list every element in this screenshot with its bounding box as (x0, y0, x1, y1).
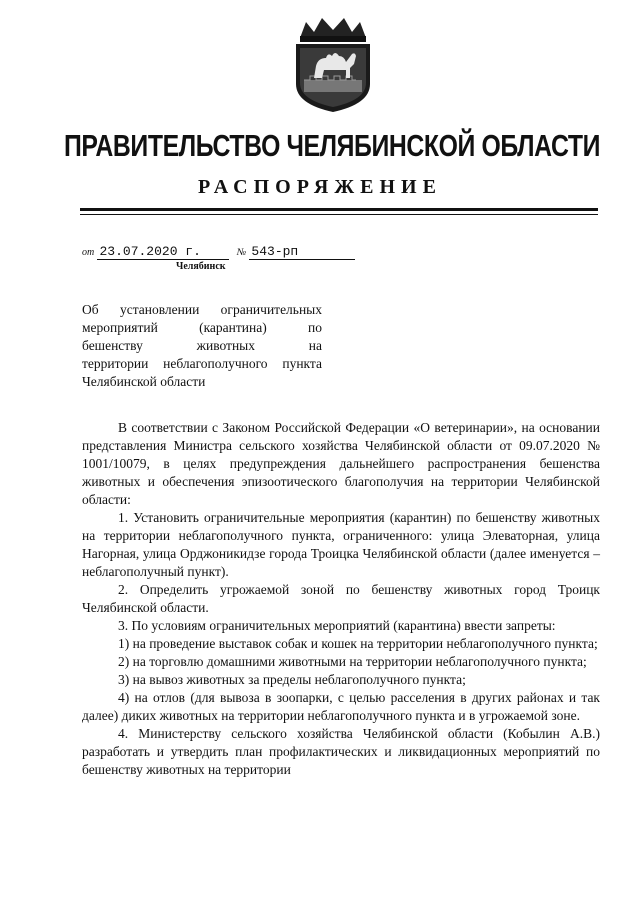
list-item: 1) на проведение выставок собак и кошек на территории неблагополучного пункта; (118, 636, 598, 651)
registration-line (82, 243, 355, 260)
body-paragraph: 1. Установить ограничительные мероприятия (карантин) по бешенству животных на территории неблагополучного пункта, ограниченного: улица Элеваторная, улица Нагорная, улица Орджоникидзе города Троицка Челябинской области (далее именуется – неблагополучный пункт). (82, 510, 600, 579)
list-item: 2) на торговлю домашними животными на территории неблагополучного пункта; (118, 654, 587, 669)
document-date: 23.07.2020 г. (97, 244, 229, 260)
body-paragraph: 2. Определить угрожаемой зоной по бешенству животных город Троицк Челябинской области. (82, 582, 600, 615)
list-item: 3) на вывоз животных за пределы неблагополучного пункта; (118, 672, 466, 687)
document-type: РАСПОРЯЖЕНИЕ (198, 176, 442, 198)
subject-line: Об установлении ограничительных (82, 302, 322, 317)
subject-line: бешенству животных на (82, 338, 322, 353)
subject-line: мероприятий (карантина) по (82, 320, 322, 335)
chelyabinsk-coat-of-arms-icon (288, 14, 378, 114)
document-body (82, 419, 600, 779)
number-prefix: № (236, 247, 247, 258)
issue-city: Челябинск (176, 261, 226, 272)
date-prefix: от (82, 247, 95, 258)
header-divider-thick (80, 208, 598, 211)
header-divider-thin (80, 214, 598, 215)
subject-line: Челябинской области (82, 374, 206, 389)
document-subject (82, 301, 322, 391)
list-item: 4) на отлов (для вывоза в зоопарки, с целью расселения в других районах и так далее) диких животных на территории неблагополучного пункта и в угрожаемой зоне. (82, 690, 600, 723)
body-paragraph: 4. Министерству сельского хозяйства Челябинской области (Кобылин А.В.) разработать и утвердить план профилактических и ликвидационных мероприятий по бешенству животных на территории (82, 726, 600, 777)
document-number: 543-рп (249, 244, 355, 260)
government-title: ПРАВИТЕЛЬСТВО ЧЕЛЯБИНСКОЙ ОБЛАСТИ (64, 128, 601, 163)
subject-line: территории неблагополучного пункта (82, 356, 322, 371)
body-paragraph: 3. По условиям ограничительных мероприятий (карантина) ввести запреты: (118, 618, 556, 633)
preamble-paragraph: В соответствии с Законом Российской Федерации «О ветеринарии», на основании представления Министра сельского хозяйства Челябинской области от 09.07.2020 № 1001/10079, в целях предупреждения дальнейшего распространения бешенства животных и обеспечения эпизоотического благополучия на территории Челябинской области: (82, 420, 600, 507)
